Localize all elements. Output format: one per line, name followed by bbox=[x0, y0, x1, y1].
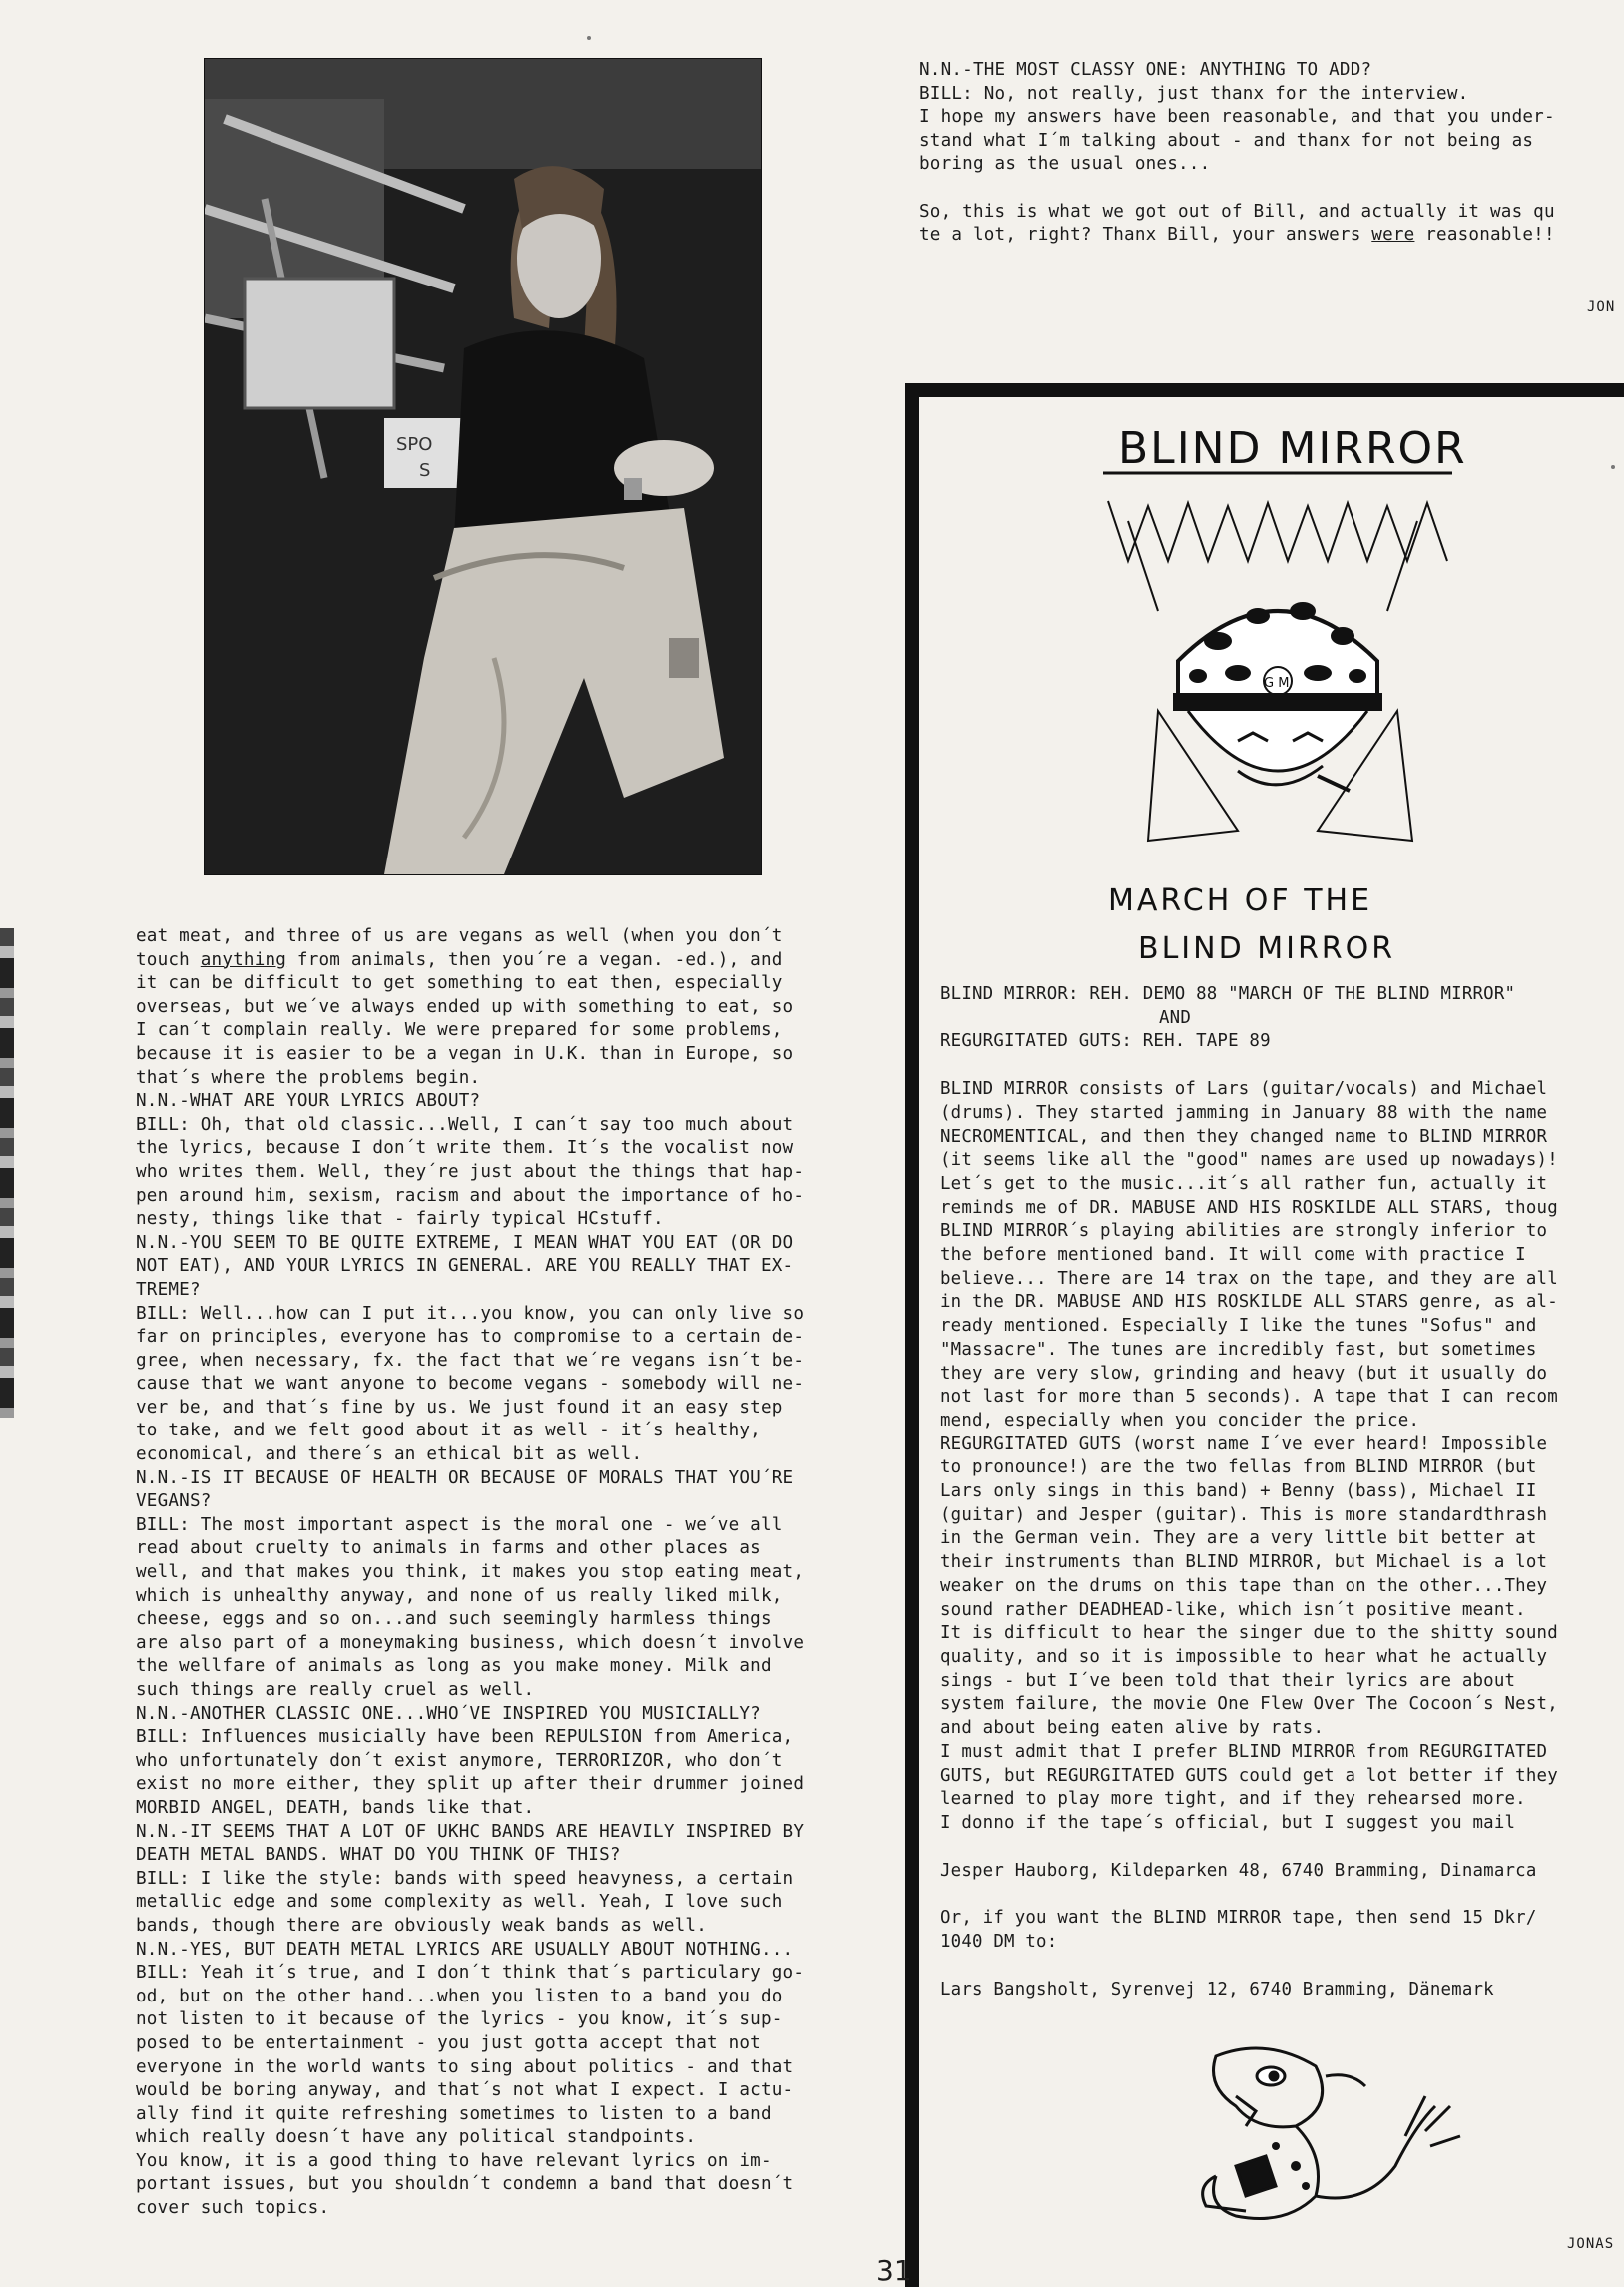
review-line: not last for more than 5 seconds). A tape that I can recom bbox=[940, 1387, 1558, 1408]
helmet-letters: G M bbox=[1264, 676, 1290, 691]
contact-address-1: Jesper Hauborg, Kildeparken 48, 6740 Bramming, Dinamarca bbox=[940, 1860, 1537, 1881]
review-line: "Massacre". The tunes are incredibly fast, but sometimes bbox=[940, 1339, 1537, 1360]
text-line: it can be difficult to get something to eat then, especially bbox=[136, 973, 783, 994]
review-line: mend, especially when you concider the price. bbox=[940, 1410, 1420, 1430]
text-line: I can´t complain really. We were prepared for some problems, bbox=[136, 1020, 783, 1041]
text-line: BILL: The most important aspect is the moral one - we´ve all bbox=[136, 1514, 783, 1535]
interview-text-left bbox=[136, 925, 874, 2221]
review-line: (drums). They started jamming in January 88 with the name bbox=[940, 1102, 1548, 1123]
text-line: metallic edge and some complexity as well. Yeah, I love such bbox=[136, 1892, 783, 1913]
text-line: MORBID ANGEL, DEATH, bands like that. bbox=[136, 1797, 535, 1818]
review-line: It is difficult to hear the singer due to the shitty sound bbox=[940, 1623, 1558, 1644]
review-line: BLIND MIRROR consists of Lars (guitar/vocals) and Michael bbox=[940, 1079, 1548, 1100]
text-line: DEATH METAL BANDS. WHAT DO YOU THINK OF THIS? bbox=[136, 1845, 621, 1866]
text-line: would be boring anyway, and that´s not what I expect. I actu- bbox=[136, 2080, 794, 2101]
scan-edge-strip bbox=[0, 928, 14, 1418]
text-line: TREME? bbox=[136, 1279, 201, 1300]
text-line: gree, when necessary, fx. the fact that we´re vegans isn´t be- bbox=[136, 1350, 805, 1371]
review-line: I must admit that I prefer BLIND MIRROR from REGURGITATED bbox=[940, 1741, 1548, 1762]
text-line: NOT EAT), AND YOUR LYRICS IN GENERAL. ARE YOU REALLY THAT EX- bbox=[136, 1256, 794, 1277]
order-text-line: 1040 DM to: bbox=[940, 1932, 1058, 1953]
text-line: which really doesn´t have any political standpoints. bbox=[136, 2127, 697, 2148]
review-line: in the German vein. They are a very little bit better at bbox=[940, 1528, 1537, 1549]
review-line: believe... There are 14 trax on the tape, and they are all bbox=[940, 1268, 1558, 1289]
review-line: to pronounce!) are the two fellas from BLIND MIRROR (but bbox=[940, 1457, 1537, 1478]
text-line: that´s where the problems begin. bbox=[136, 1067, 481, 1088]
text-line: So, this is what we got out of Bill, and actually it was qu bbox=[919, 201, 1555, 222]
author-signature-top: JON bbox=[1587, 299, 1616, 315]
review-body bbox=[940, 1078, 1624, 1836]
text-line: eat meat, and three of us are vegans as well (when you don´t bbox=[136, 926, 783, 946]
review-line: weaker on the drums on this tape than on the other...They bbox=[940, 1575, 1548, 1596]
text-line: N.N.-YOU SEEM TO BE QUITE EXTREME, I MEAN WHAT YOU EAT (OR DO bbox=[136, 1232, 794, 1253]
text-line: overseas, but we´ve always ended up with something to eat, so bbox=[136, 996, 794, 1017]
text-line: who writes them. Well, they´re just about the things that hap- bbox=[136, 1161, 805, 1182]
text-line: far on principles, everyone has to compromise to a certain de- bbox=[136, 1327, 805, 1348]
text-line: who unfortunately don´t exist anymore, TERRORIZOR, who don´t bbox=[136, 1750, 783, 1771]
text-line: posed to be entertainment - you just gotta accept that not bbox=[136, 2032, 761, 2053]
text-line: cause that we want anyone to become vegans - somebody will ne- bbox=[136, 1374, 805, 1395]
text-line: VEGANS? bbox=[136, 1491, 212, 1512]
review-line: ready mentioned. Especially I like the tunes "Sofus" and bbox=[940, 1316, 1537, 1337]
review-title-line: AND bbox=[1158, 1007, 1191, 1028]
contact-address-2: Lars Bangsholt, Syrenvej 12, 6740 Bramming, Dänemark bbox=[940, 1979, 1494, 2000]
text-line: cheese, eggs and so on...and such seemingly harmless things bbox=[136, 1609, 772, 1630]
demo-review bbox=[940, 983, 1624, 2001]
text-line: which is unhealthy anyway, and none of us really liked milk, bbox=[136, 1585, 783, 1606]
text-line: pen around him, sexism, racism and about the importance of ho- bbox=[136, 1185, 805, 1206]
text-line: cover such topics. bbox=[136, 2198, 330, 2219]
artwork-caption-line2: BLIND MIRROR bbox=[1138, 931, 1396, 966]
review-line: reminds me of DR. MABUSE AND HIS ROSKILDE ALL STARS, thoug bbox=[940, 1197, 1558, 1218]
text-line: boring as the usual ones... bbox=[919, 154, 1211, 175]
text-line: bands, though there are obviously weak bands as well. bbox=[136, 1915, 707, 1936]
text-line: the lyrics, because I don´t write them. It´s the vocalist now bbox=[136, 1138, 794, 1159]
text-line: the wellfare of animals as long as you make money. Milk and bbox=[136, 1656, 772, 1677]
text-line: BILL: I like the style: bands with speed heavyness, a certain bbox=[136, 1868, 794, 1889]
page-number: 31 bbox=[876, 2254, 912, 2287]
author-signature-bottom: JONAS bbox=[1567, 2236, 1615, 2252]
text-line: exist no more either, they split up after their drummer joined bbox=[136, 1774, 805, 1795]
interview-text-right bbox=[919, 59, 1618, 248]
band-logo-text: BLIND MIRROR bbox=[1118, 423, 1467, 474]
photo-sign-text: SPO bbox=[396, 434, 433, 455]
review-line: and about being eaten alive by rats. bbox=[940, 1718, 1325, 1739]
text-line: economical, and there´s an ethical bit as well. bbox=[136, 1444, 643, 1465]
text-line: are also part of a moneymaking business, which doesn´t involve bbox=[136, 1632, 805, 1653]
review-line: Lars only sings in this band) + Benny (bass), Michael II bbox=[940, 1481, 1537, 1502]
review-line: NECROMENTICAL, and then they changed name to BLIND MIRROR bbox=[940, 1126, 1548, 1147]
text-line: touch anything from animals, then you´re a vegan. -ed.), and bbox=[136, 949, 783, 970]
review-title-line: BLIND MIRROR: REH. DEMO 88 "MARCH OF THE BLIND MIRROR" bbox=[940, 984, 1516, 1004]
text-line: BILL: No, not really, just thanx for the interview. bbox=[919, 83, 1469, 104]
text-line: such things are really cruel as well. bbox=[136, 1680, 535, 1700]
text-line: N.N.-ANOTHER CLASSIC ONE...WHO´VE INSPIRED YOU MUSICIALLY? bbox=[136, 1703, 761, 1724]
text-line: N.N.-WHAT ARE YOUR LYRICS ABOUT? bbox=[136, 1091, 481, 1112]
review-line: (guitar) and Jesper (guitar). This is more standardthrash bbox=[940, 1504, 1548, 1525]
text-line: nesty, things like that - fairly typical HCstuff. bbox=[136, 1209, 664, 1230]
review-title-line: REGURGITATED GUTS: REH. TAPE 89 bbox=[940, 1031, 1271, 1052]
review-line: system failure, the movie One Flew Over The Cocoon´s Nest, bbox=[940, 1694, 1558, 1715]
review-line: sound rather DEADHEAD-like, which isn´t positive meant. bbox=[940, 1599, 1526, 1620]
rat-creature-drawing bbox=[1176, 2036, 1475, 2246]
text-line: I hope my answers have been reasonable, and that you under- bbox=[919, 107, 1555, 128]
text-line: You know, it is a good thing to have relevant lyrics on im- bbox=[136, 2150, 772, 2171]
text-line: to take, and we felt good about it as well - it´s healthy, bbox=[136, 1421, 761, 1441]
blind-mirror-artwork bbox=[1088, 411, 1467, 970]
review-line: GUTS, but REGURGITATED GUTS could get a lot better if they bbox=[940, 1765, 1558, 1786]
text-line: ally find it quite refreshing sometimes to listen to a band bbox=[136, 2103, 772, 2124]
order-text-line: Or, if you want the BLIND MIRROR tape, then send 15 Dkr/ bbox=[940, 1908, 1537, 1929]
text-line: te a lot, right? Thanx Bill, your answers were reasonable!! bbox=[919, 225, 1555, 246]
text-line: read about cruelty to animals in farms and other places as bbox=[136, 1538, 761, 1559]
artwork-caption-line1: MARCH OF THE bbox=[1108, 883, 1373, 918]
text-line: BILL: Oh, that old classic...Well, I can´t say too much about bbox=[136, 1114, 794, 1135]
text-line bbox=[919, 177, 1618, 201]
text-line: well, and that makes you think, it makes you stop eating meat, bbox=[136, 1562, 805, 1583]
review-header bbox=[940, 983, 1624, 1054]
review-line: (it seems like all the "good" names are used up nowadays)! bbox=[940, 1150, 1558, 1171]
text-line: N.N.-IT SEEMS THAT A LOT OF UKHC BANDS ARE HEAVILY INSPIRED BY bbox=[136, 1821, 805, 1842]
photo-sign-text: S bbox=[419, 460, 431, 481]
text-line: N.N.-YES, BUT DEATH METAL LYRICS ARE USUALLY ABOUT NOTHING... bbox=[136, 1939, 794, 1960]
text-line: BILL: Yeah it´s true, and I don´t think that´s particulary go- bbox=[136, 1963, 805, 1984]
scan-speck bbox=[587, 36, 591, 40]
review-line: learned to play more tight, and if they rehearsed more. bbox=[940, 1789, 1526, 1810]
text-line: because it is easier to be a vegan in U.K. than in Europe, so bbox=[136, 1043, 794, 1064]
text-line: everyone in the world wants to sing about politics - and that bbox=[136, 2056, 794, 2077]
text-line: od, but on the other hand...when you listen to a band you do bbox=[136, 1986, 783, 2006]
text-line: N.N.-IS IT BECAUSE OF HEALTH OR BECAUSE OF MORALS THAT YOU´RE bbox=[136, 1467, 794, 1488]
text-line: BILL: Influences musicially have been REPULSION from America, bbox=[136, 1727, 794, 1748]
text-line: portant issues, but you shouldn´t condemn a band that doesn´t bbox=[136, 2174, 794, 2195]
review-line: I donno if the tape´s official, but I suggest you mail bbox=[940, 1812, 1516, 1833]
review-line: they are very slow, grinding and heavy (but it usually do bbox=[940, 1363, 1548, 1384]
review-line: Let´s get to the music...it´s all rather fun, actually it bbox=[940, 1173, 1548, 1194]
review-line: in the DR. MABUSE AND HIS ROSKILDE ALL STARS genre, as al- bbox=[940, 1292, 1558, 1313]
review-line: BLIND MIRROR´s playing abilities are strongly inferior to bbox=[940, 1221, 1548, 1242]
review-line: sings - but I´ve been told that their lyrics are about bbox=[940, 1670, 1516, 1691]
review-line: REGURGITATED GUTS (worst name I´ve ever heard! Impossible bbox=[940, 1433, 1548, 1454]
text-line: not listen to it because of the lyrics - you know, it´s sup- bbox=[136, 2009, 783, 2030]
text-line: N.N.-THE MOST CLASSY ONE: ANYTHING TO ADD? bbox=[919, 60, 1372, 80]
band-member-photo bbox=[204, 58, 762, 875]
text-line: ver be, and that´s fine by us. We just found it an easy step bbox=[136, 1397, 783, 1418]
review-line: the before mentioned band. It will come with practice I bbox=[940, 1245, 1526, 1266]
review-line: quality, and so it is impossible to hear what he actually bbox=[940, 1646, 1548, 1667]
text-line: stand what I´m talking about - and thanx for not being as bbox=[919, 130, 1534, 151]
review-line: their instruments than BLIND MIRROR, but Michael is a lot bbox=[940, 1552, 1548, 1573]
text-line: BILL: Well...how can I put it...you know, you can only live so bbox=[136, 1303, 805, 1324]
